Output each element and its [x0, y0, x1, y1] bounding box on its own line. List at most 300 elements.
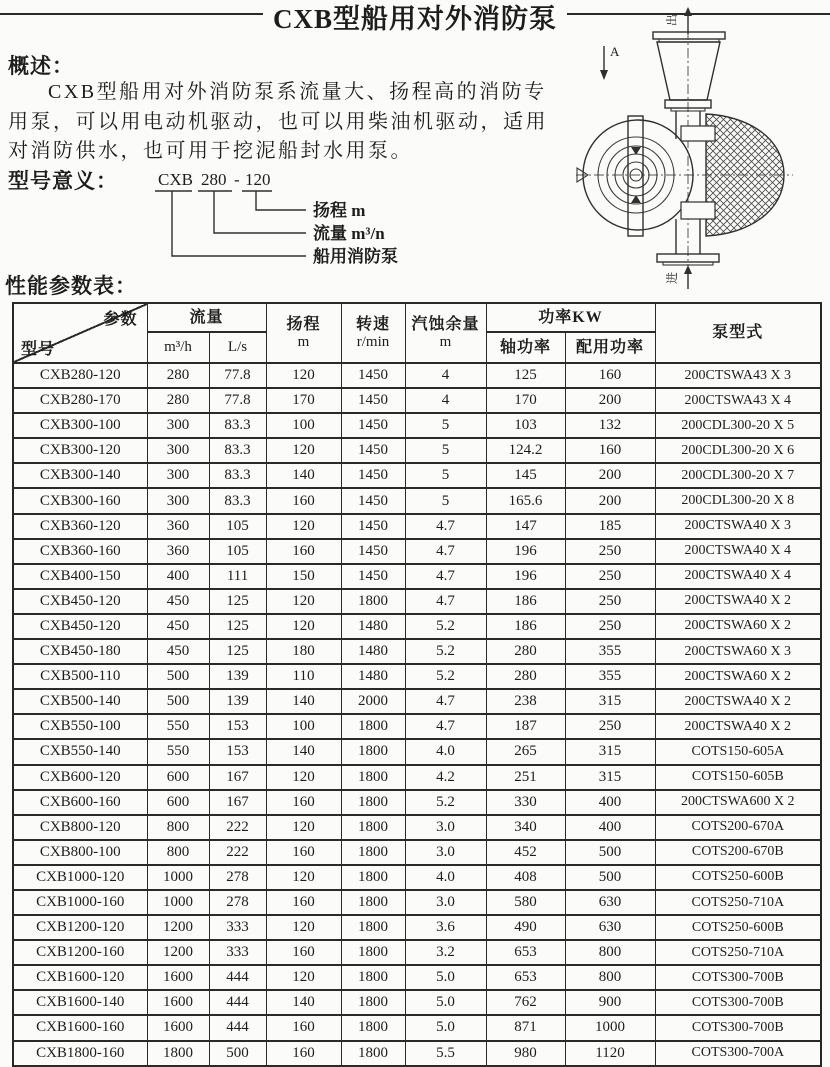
cell-model: CXB280-120	[13, 363, 147, 388]
cell-npsh: 3.2	[405, 940, 486, 965]
cell-pump-type: COTS150-605B	[655, 765, 821, 790]
cell-flow-ls: 125	[209, 589, 266, 614]
cell-npsh: 5.0	[405, 965, 486, 990]
cell-npsh: 4	[405, 363, 486, 388]
cell-rated-power: 250	[565, 564, 655, 589]
cell-flow-ls: 83.3	[209, 438, 266, 463]
cell-model: CXB1600-160	[13, 1015, 147, 1040]
header-flow-m3h: m³/h	[147, 332, 209, 363]
cell-flow-ls: 105	[209, 539, 266, 564]
header-speed-label: 转速	[356, 315, 391, 333]
cell-pump-type: 200CTSWA600 X 2	[655, 790, 821, 815]
header-npsh-label: 汽蚀余量	[411, 315, 480, 333]
overview-line-1: CXB型船用对外消防泵系流量大、扬程高的消防专	[48, 81, 547, 103]
table-row	[13, 689, 821, 714]
cell-flow-m3h: 1200	[147, 915, 209, 940]
cell-head: 120	[266, 865, 341, 890]
table-row	[13, 664, 821, 689]
cell-rated-power: 900	[565, 990, 655, 1015]
cell-npsh: 4.0	[405, 739, 486, 764]
table-row	[13, 539, 821, 564]
cell-pump-type: 200CDL300-20 X 8	[655, 488, 821, 513]
cell-flow-ls: 153	[209, 714, 266, 739]
label-pump: 船用消防泵	[313, 247, 398, 266]
cell-model: CXB300-160	[13, 488, 147, 513]
cell-model: CXB1600-120	[13, 965, 147, 990]
cell-model: CXB600-120	[13, 765, 147, 790]
cell-shaft-power: 124.2	[486, 438, 565, 463]
cell-flow-m3h: 300	[147, 413, 209, 438]
cell-npsh: 4.7	[405, 564, 486, 589]
cell-shaft-power: 653	[486, 940, 565, 965]
cell-rated-power: 315	[565, 739, 655, 764]
table-row	[13, 815, 821, 840]
cell-npsh: 5	[405, 463, 486, 488]
cell-shaft-power: 408	[486, 865, 565, 890]
cell-pump-type: 200CTSWA60 X 3	[655, 639, 821, 664]
table-row	[13, 1041, 821, 1066]
cell-speed: 1480	[341, 639, 405, 664]
table-row	[13, 413, 821, 438]
cell-speed: 1800	[341, 739, 405, 764]
table-row	[13, 739, 821, 764]
cell-head: 140	[266, 463, 341, 488]
cell-rated-power: 250	[565, 539, 655, 564]
table-row	[13, 915, 821, 940]
header-shaft-power: 轴功率	[486, 332, 565, 363]
overview-heading: 概述：	[8, 54, 74, 78]
cell-shaft-power: 238	[486, 689, 565, 714]
cell-pump-type: 200CTSWA40 X 2	[655, 714, 821, 739]
cell-npsh: 5.2	[405, 664, 486, 689]
cell-pump-type: COTS200-670A	[655, 815, 821, 840]
cell-flow-m3h: 550	[147, 714, 209, 739]
cell-rated-power: 250	[565, 589, 655, 614]
cell-npsh: 3.0	[405, 890, 486, 915]
section-view-label: A	[610, 44, 620, 59]
cell-head: 120	[266, 363, 341, 388]
cell-head: 140	[266, 739, 341, 764]
cell-npsh: 4.0	[405, 865, 486, 890]
table-row	[13, 714, 821, 739]
cell-head: 160	[266, 940, 341, 965]
cell-model: CXB800-120	[13, 815, 147, 840]
cell-npsh: 4	[405, 388, 486, 413]
upper-connector	[681, 126, 715, 141]
inlet-label: 进	[665, 271, 679, 284]
cell-model: CXB1000-160	[13, 890, 147, 915]
cell-shaft-power: 580	[486, 890, 565, 915]
cell-flow-m3h: 600	[147, 765, 209, 790]
cell-rated-power: 185	[565, 514, 655, 539]
table-row	[13, 765, 821, 790]
cell-flow-ls: 139	[209, 689, 266, 714]
table-row	[13, 614, 821, 639]
cell-shaft-power: 340	[486, 815, 565, 840]
cell-head: 160	[266, 1041, 341, 1066]
cell-head: 120	[266, 915, 341, 940]
cell-rated-power: 200	[565, 463, 655, 488]
cell-rated-power: 630	[565, 890, 655, 915]
cell-flow-ls: 222	[209, 815, 266, 840]
label-flow: 流量 m³/n	[313, 224, 385, 243]
cell-rated-power: 1000	[565, 1015, 655, 1040]
cell-flow-m3h: 1600	[147, 1015, 209, 1040]
cell-speed: 1800	[341, 840, 405, 865]
table-row	[13, 589, 821, 614]
corner-model-label: 型号	[21, 341, 56, 358]
cell-speed: 1800	[341, 965, 405, 990]
header-head-label: 扬程	[286, 315, 321, 333]
cell-flow-m3h: 550	[147, 739, 209, 764]
top-flange	[653, 32, 725, 39]
cell-pump-type: 200CTSWA40 X 4	[655, 539, 821, 564]
hatched-dome	[706, 114, 784, 236]
bottom-flange-lip	[663, 262, 713, 265]
cell-shaft-power: 251	[486, 765, 565, 790]
label-head: 扬程 m	[313, 201, 366, 220]
cell-flow-m3h: 500	[147, 689, 209, 714]
cell-pump-type: 200CTSWA40 X 3	[655, 514, 821, 539]
cell-rated-power: 630	[565, 915, 655, 940]
cell-npsh: 5.2	[405, 790, 486, 815]
cell-model: CXB1600-140	[13, 990, 147, 1015]
cell-model: CXB360-120	[13, 514, 147, 539]
cell-speed: 1800	[341, 589, 405, 614]
cell-model: CXB600-160	[13, 790, 147, 815]
cell-head: 120	[266, 514, 341, 539]
model-code-dash: -	[234, 170, 240, 189]
cell-speed: 1450	[341, 388, 405, 413]
cell-pump-type: COTS250-600B	[655, 865, 821, 890]
cell-pump-type: 200CDL300-20 X 6	[655, 438, 821, 463]
cell-head: 150	[266, 564, 341, 589]
cell-flow-ls: 167	[209, 765, 266, 790]
cell-npsh: 5	[405, 438, 486, 463]
cell-npsh: 4.7	[405, 689, 486, 714]
table-row	[13, 488, 821, 513]
header-speed-unit: r/min	[356, 333, 390, 350]
cell-speed: 1450	[341, 539, 405, 564]
cell-model: CXB400-150	[13, 564, 147, 589]
lower-connector	[681, 202, 715, 219]
cell-rated-power: 160	[565, 438, 655, 463]
cell-flow-m3h: 450	[147, 589, 209, 614]
cell-flow-m3h: 360	[147, 539, 209, 564]
cell-flow-ls: 77.8	[209, 388, 266, 413]
cell-npsh: 4.7	[405, 714, 486, 739]
cell-shaft-power: 170	[486, 388, 565, 413]
cell-speed: 1800	[341, 714, 405, 739]
table-row	[13, 639, 821, 664]
cell-shaft-power: 871	[486, 1015, 565, 1040]
cell-flow-ls: 444	[209, 965, 266, 990]
cell-model: CXB300-100	[13, 413, 147, 438]
cell-speed: 1800	[341, 1015, 405, 1040]
cell-flow-m3h: 300	[147, 438, 209, 463]
cell-flow-ls: 167	[209, 790, 266, 815]
cell-flow-m3h: 360	[147, 514, 209, 539]
model-code-flow: 280	[201, 170, 227, 189]
cell-head: 170	[266, 388, 341, 413]
cell-flow-m3h: 800	[147, 815, 209, 840]
model-designation-diagram	[148, 170, 493, 272]
cell-speed: 1450	[341, 514, 405, 539]
outlet-arrowhead-icon	[684, 7, 692, 16]
cell-rated-power: 160	[565, 363, 655, 388]
overview-line-2: 用泵，可以用电动机驱动，也可以用柴油机驱动，适用	[8, 110, 548, 133]
performance-table-heading: 性能参数表：	[5, 274, 137, 298]
cell-head: 100	[266, 714, 341, 739]
cell-shaft-power: 186	[486, 614, 565, 639]
cell-flow-m3h: 1800	[147, 1041, 209, 1066]
cell-model: CXB1200-120	[13, 915, 147, 940]
cell-shaft-power: 165.6	[486, 488, 565, 513]
cell-pump-type: 200CDL300-20 X 7	[655, 463, 821, 488]
table-row	[13, 965, 821, 990]
cell-head: 160	[266, 1015, 341, 1040]
cell-npsh: 4.2	[405, 765, 486, 790]
cell-pump-type: COTS300-700B	[655, 990, 821, 1015]
cell-head: 160	[266, 539, 341, 564]
header-power: 功率KW	[486, 303, 655, 332]
table-row	[13, 940, 821, 965]
cell-npsh: 3.0	[405, 815, 486, 840]
cell-shaft-power: 196	[486, 564, 565, 589]
cell-npsh: 4.7	[405, 539, 486, 564]
table-row	[13, 790, 821, 815]
cell-rated-power: 132	[565, 413, 655, 438]
cell-model: CXB1200-160	[13, 940, 147, 965]
cell-pump-type: 200CTSWA60 X 2	[655, 614, 821, 639]
cell-flow-m3h: 1000	[147, 890, 209, 915]
connector-head	[256, 191, 306, 210]
cell-speed: 1800	[341, 990, 405, 1015]
cell-speed: 1450	[341, 438, 405, 463]
cell-shaft-power: 187	[486, 714, 565, 739]
cell-model: CXB300-120	[13, 438, 147, 463]
cell-head: 160	[266, 488, 341, 513]
cell-pump-type: COTS300-700B	[655, 965, 821, 990]
overview-paragraph	[8, 78, 583, 167]
cell-rated-power: 400	[565, 815, 655, 840]
cell-flow-m3h: 1200	[147, 940, 209, 965]
cell-rated-power: 250	[565, 614, 655, 639]
corner-cell	[13, 303, 147, 363]
cell-head: 120	[266, 765, 341, 790]
connector-flow	[214, 191, 306, 233]
cell-npsh: 4.7	[405, 589, 486, 614]
section-arrowhead-icon	[600, 70, 608, 80]
header-pump-type: 泵型式	[655, 303, 821, 363]
cell-rated-power: 315	[565, 689, 655, 714]
table-row	[13, 438, 821, 463]
table-row	[13, 890, 821, 915]
overview-line-3: 对消防供水，也可用于挖泥船封水用泵。	[8, 140, 413, 162]
cell-flow-m3h: 280	[147, 363, 209, 388]
cell-model: CXB800-100	[13, 840, 147, 865]
cell-pump-type: 200CTSWA40 X 4	[655, 564, 821, 589]
cell-pump-type: COTS150-605A	[655, 739, 821, 764]
cell-shaft-power: 490	[486, 915, 565, 940]
cell-speed: 1800	[341, 940, 405, 965]
cell-flow-ls: 125	[209, 639, 266, 664]
cell-flow-m3h: 1000	[147, 865, 209, 890]
cell-shaft-power: 762	[486, 990, 565, 1015]
cell-head: 180	[266, 639, 341, 664]
cell-head: 110	[266, 664, 341, 689]
cell-rated-power: 800	[565, 940, 655, 965]
cell-head: 140	[266, 689, 341, 714]
header-rated-power: 配用功率	[565, 332, 655, 363]
cell-speed: 1800	[341, 1041, 405, 1066]
cell-shaft-power: 125	[486, 363, 565, 388]
table-header	[13, 303, 821, 363]
cell-pump-type: 200CTSWA60 X 2	[655, 664, 821, 689]
cell-speed: 1480	[341, 664, 405, 689]
cell-flow-m3h: 800	[147, 840, 209, 865]
cell-speed: 2000	[341, 689, 405, 714]
cell-npsh: 5	[405, 488, 486, 513]
cell-npsh: 3.6	[405, 915, 486, 940]
table-row	[13, 990, 821, 1015]
table-row	[13, 1015, 821, 1040]
cell-speed: 1450	[341, 463, 405, 488]
cell-pump-type: COTS250-600B	[655, 915, 821, 940]
corner-param-label: 参数	[103, 311, 138, 328]
cell-model: CXB450-120	[13, 614, 147, 639]
cell-rated-power: 500	[565, 840, 655, 865]
cell-flow-ls: 139	[209, 664, 266, 689]
outlet-label: 出	[665, 13, 679, 26]
cell-speed: 1450	[341, 488, 405, 513]
cell-speed: 1450	[341, 363, 405, 388]
cell-flow-ls: 444	[209, 990, 266, 1015]
performance-table	[12, 302, 822, 1067]
cell-model: CXB550-140	[13, 739, 147, 764]
cell-pump-type: 200CTSWA43 X 4	[655, 388, 821, 413]
cell-speed: 1800	[341, 790, 405, 815]
cell-rated-power: 500	[565, 865, 655, 890]
cell-pump-type: COTS200-670B	[655, 840, 821, 865]
cell-pump-type: 200CDL300-20 X 5	[655, 413, 821, 438]
cell-flow-ls: 500	[209, 1041, 266, 1066]
cell-head: 120	[266, 965, 341, 990]
cell-pump-type: COTS300-700B	[655, 1015, 821, 1040]
cell-speed: 1800	[341, 890, 405, 915]
cell-model: CXB450-120	[13, 589, 147, 614]
cell-speed: 1800	[341, 915, 405, 940]
cell-shaft-power: 280	[486, 664, 565, 689]
cell-pump-type: 200CTSWA40 X 2	[655, 589, 821, 614]
header-npsh-unit: m	[439, 333, 452, 350]
table-row	[13, 564, 821, 589]
cell-shaft-power: 280	[486, 639, 565, 664]
header-flow-ls: L/s	[209, 332, 266, 363]
page-title: CXB型船用对外消防泵	[263, 0, 567, 36]
cell-rated-power: 355	[565, 664, 655, 689]
cell-npsh: 5.0	[405, 990, 486, 1015]
header-npsh	[405, 303, 486, 363]
cell-flow-ls: 77.8	[209, 363, 266, 388]
cell-shaft-power: 145	[486, 463, 565, 488]
cell-flow-m3h: 1600	[147, 990, 209, 1015]
cell-head: 120	[266, 589, 341, 614]
cell-flow-m3h: 300	[147, 463, 209, 488]
cell-speed: 1450	[341, 413, 405, 438]
cell-flow-ls: 83.3	[209, 413, 266, 438]
cell-flow-m3h: 300	[147, 488, 209, 513]
cell-model: CXB1800-160	[13, 1041, 147, 1066]
table-row	[13, 840, 821, 865]
cell-pump-type: 200CTSWA43 X 3	[655, 363, 821, 388]
connector-pump	[172, 191, 306, 256]
cell-head: 160	[266, 890, 341, 915]
header-head	[266, 303, 341, 363]
cell-shaft-power: 980	[486, 1041, 565, 1066]
cell-flow-ls: 278	[209, 890, 266, 915]
cell-rated-power: 400	[565, 790, 655, 815]
pump-drawing	[573, 4, 829, 294]
cell-rated-power: 355	[565, 639, 655, 664]
cell-npsh: 5.2	[405, 639, 486, 664]
table-row	[13, 514, 821, 539]
cell-flow-m3h: 400	[147, 564, 209, 589]
header-head-unit: m	[297, 333, 310, 350]
cell-flow-ls: 444	[209, 1015, 266, 1040]
cell-flow-ls: 83.3	[209, 463, 266, 488]
inlet-arrowhead-icon	[684, 265, 692, 274]
model-code-prefix: CXB	[158, 170, 193, 189]
cell-shaft-power: 265	[486, 739, 565, 764]
model-code-head: 120	[245, 170, 271, 189]
cell-speed: 1800	[341, 865, 405, 890]
cell-model: CXB450-180	[13, 639, 147, 664]
cell-flow-ls: 153	[209, 739, 266, 764]
cell-flow-m3h: 280	[147, 388, 209, 413]
cell-npsh: 3.0	[405, 840, 486, 865]
table-row	[13, 865, 821, 890]
cell-pump-type: COTS250-710A	[655, 890, 821, 915]
cell-flow-m3h: 450	[147, 639, 209, 664]
cell-flow-m3h: 1600	[147, 965, 209, 990]
cell-npsh: 5.2	[405, 614, 486, 639]
cell-model: CXB1000-120	[13, 865, 147, 890]
cell-model: CXB500-110	[13, 664, 147, 689]
cell-rated-power: 200	[565, 388, 655, 413]
cell-shaft-power: 103	[486, 413, 565, 438]
cell-flow-m3h: 450	[147, 614, 209, 639]
cell-pump-type: 200CTSWA40 X 2	[655, 689, 821, 714]
performance-table-body	[13, 363, 821, 1066]
cell-rated-power: 250	[565, 714, 655, 739]
table-row	[13, 363, 821, 388]
cell-pump-type: COTS300-700A	[655, 1041, 821, 1066]
cell-flow-m3h: 600	[147, 790, 209, 815]
cell-rated-power: 800	[565, 965, 655, 990]
cell-flow-ls: 83.3	[209, 488, 266, 513]
cell-rated-power: 315	[565, 765, 655, 790]
cell-shaft-power: 186	[486, 589, 565, 614]
cell-npsh: 5	[405, 413, 486, 438]
cell-npsh: 5.0	[405, 1015, 486, 1040]
cell-flow-ls: 278	[209, 865, 266, 890]
cell-head: 120	[266, 438, 341, 463]
cell-model: CXB500-140	[13, 689, 147, 714]
cell-model: CXB280-170	[13, 388, 147, 413]
cell-flow-ls: 222	[209, 840, 266, 865]
cell-head: 100	[266, 413, 341, 438]
